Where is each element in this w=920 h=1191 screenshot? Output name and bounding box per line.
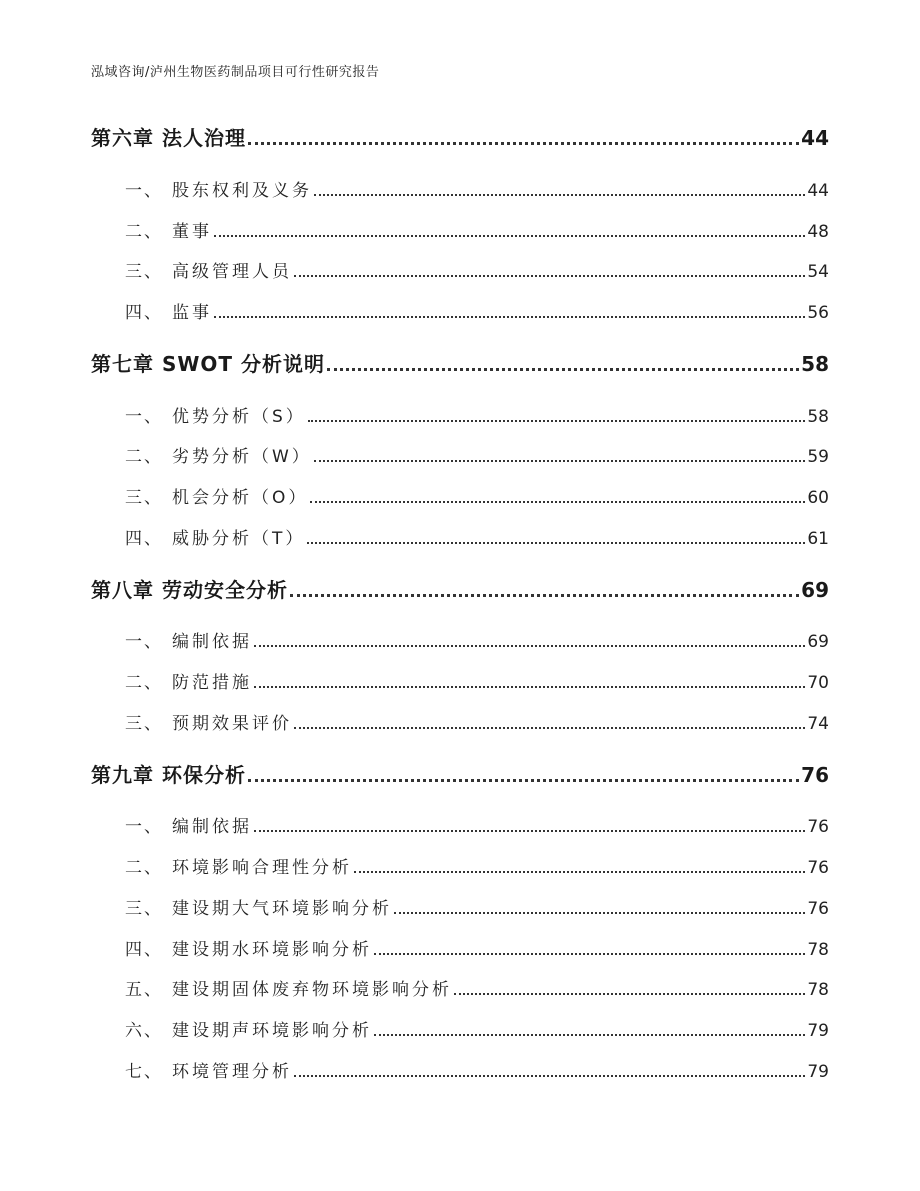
chapter-title: 第九章 环保分析 <box>91 763 246 787</box>
dot-leader <box>294 727 805 729</box>
section-title: 机会分析（O） <box>172 488 309 508</box>
dot-leader <box>310 501 805 503</box>
page-number: 74 <box>807 714 829 734</box>
section-number: 一、 <box>125 407 163 427</box>
running-header: 泓域咨询/泸州生物医药制品项目可行性研究报告 <box>91 65 380 80</box>
dot-leader <box>214 235 805 237</box>
section-number: 一、 <box>125 632 163 652</box>
section-title: 股东权利及义务 <box>172 181 312 201</box>
dot-leader <box>374 953 805 955</box>
toc-section[interactable] <box>125 1016 829 1041</box>
toc-chapter-8[interactable] <box>91 574 829 603</box>
toc-section[interactable] <box>125 935 829 960</box>
section-title: 优势分析（S） <box>172 407 306 427</box>
toc-section[interactable] <box>125 402 829 427</box>
section-number: 二、 <box>125 858 163 878</box>
page-number: 48 <box>807 222 829 242</box>
dot-leader <box>254 830 805 832</box>
dot-leader <box>214 316 805 318</box>
section-number: 三、 <box>125 714 163 734</box>
section-number: 四、 <box>125 303 163 323</box>
page-number: 76 <box>807 858 829 878</box>
section-title: 董事 <box>172 222 212 242</box>
section-title: 环境影响合理性分析 <box>172 858 352 878</box>
section-number: 二、 <box>125 673 163 693</box>
section-number: 七、 <box>125 1062 163 1082</box>
section-number: 一、 <box>125 817 163 837</box>
toc-section[interactable] <box>125 217 829 242</box>
toc-section[interactable] <box>125 668 829 693</box>
page-number: 69 <box>801 578 829 602</box>
section-title: 编制依据 <box>172 632 252 652</box>
page-number: 61 <box>807 529 829 549</box>
section-title: 建设期声环境影响分析 <box>172 1021 372 1041</box>
dot-leader <box>294 275 805 277</box>
section-number: 三、 <box>125 262 163 282</box>
toc-section[interactable] <box>125 853 829 878</box>
section-number: 二、 <box>125 222 163 242</box>
page-number: 59 <box>807 447 829 467</box>
section-title: 劣势分析（W） <box>172 447 312 467</box>
dot-leader <box>374 1034 805 1036</box>
dot-leader <box>290 594 799 597</box>
section-title: 防范措施 <box>172 673 252 693</box>
toc-section[interactable] <box>125 812 829 837</box>
toc-chapter-6[interactable] <box>91 122 829 151</box>
page-number: 56 <box>807 303 829 323</box>
page-number: 44 <box>801 126 829 150</box>
section-title: 威胁分析（T） <box>172 529 306 549</box>
toc-section[interactable] <box>125 894 829 919</box>
toc-section[interactable] <box>125 483 829 508</box>
page-number: 79 <box>807 1062 829 1082</box>
section-number: 三、 <box>125 899 163 919</box>
chapter-title: 第八章 劳动安全分析 <box>91 578 288 602</box>
toc-section[interactable] <box>125 442 829 467</box>
section-number: 五、 <box>125 980 163 1000</box>
toc-section[interactable] <box>125 975 829 1000</box>
toc-section[interactable] <box>125 257 829 282</box>
toc-section[interactable] <box>125 627 829 652</box>
page-number: 54 <box>807 262 829 282</box>
page-number: 69 <box>807 632 829 652</box>
section-title: 监事 <box>172 303 212 323</box>
toc-section[interactable] <box>125 176 829 201</box>
chapter-title: 第七章 SWOT 分析说明 <box>91 352 326 376</box>
dot-leader <box>307 542 805 544</box>
toc-chapter-9[interactable] <box>91 759 829 788</box>
page-number: 78 <box>807 940 829 960</box>
page-number: 58 <box>807 407 829 427</box>
dot-leader <box>254 645 805 647</box>
toc-section[interactable] <box>125 1057 829 1082</box>
section-title: 编制依据 <box>172 817 252 837</box>
page-number: 78 <box>807 980 829 1000</box>
page-number: 79 <box>807 1021 829 1041</box>
dot-leader <box>314 460 806 462</box>
section-title: 环境管理分析 <box>172 1062 292 1082</box>
page-number: 76 <box>807 899 829 919</box>
section-number: 四、 <box>125 529 163 549</box>
section-title: 建设期固体废弃物环境影响分析 <box>172 980 452 1000</box>
dot-leader <box>254 686 805 688</box>
dot-leader <box>308 420 806 422</box>
section-title: 预期效果评价 <box>172 714 292 734</box>
dot-leader <box>327 368 799 371</box>
section-number: 四、 <box>125 940 163 960</box>
section-number: 三、 <box>125 488 163 508</box>
dot-leader <box>454 993 805 995</box>
toc-section[interactable] <box>125 524 829 549</box>
page-number: 60 <box>807 488 829 508</box>
toc-section[interactable] <box>125 709 829 734</box>
section-number: 二、 <box>125 447 163 467</box>
toc-section[interactable] <box>125 298 829 323</box>
dot-leader <box>248 779 799 782</box>
section-number: 六、 <box>125 1021 163 1041</box>
section-title: 高级管理人员 <box>172 262 292 282</box>
section-number: 一、 <box>125 181 163 201</box>
dot-leader <box>248 142 799 145</box>
dot-leader <box>314 194 805 196</box>
dot-leader <box>294 1075 805 1077</box>
chapter-title: 第六章 法人治理 <box>91 126 246 150</box>
section-title: 建设期水环境影响分析 <box>172 940 372 960</box>
toc-chapter-7[interactable] <box>91 348 829 377</box>
page-number: 70 <box>807 673 829 693</box>
dot-leader <box>394 912 805 914</box>
page-number: 58 <box>801 352 829 376</box>
dot-leader <box>354 871 805 873</box>
page-number: 44 <box>807 181 829 201</box>
page-number: 76 <box>801 763 829 787</box>
section-title: 建设期大气环境影响分析 <box>172 899 392 919</box>
page-number: 76 <box>807 817 829 837</box>
